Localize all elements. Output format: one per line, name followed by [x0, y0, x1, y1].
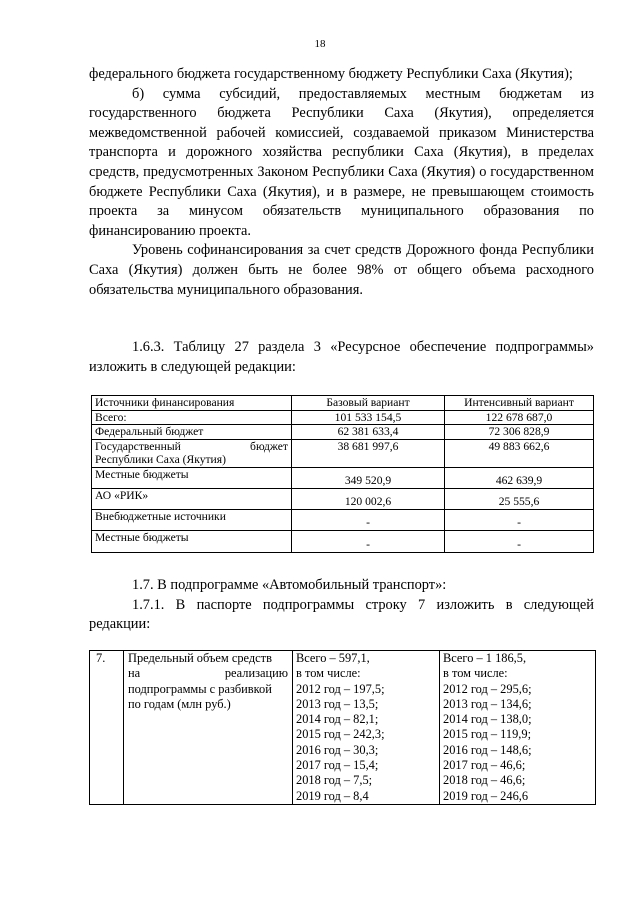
intensive-line: Всего – 1 186,5,	[443, 651, 527, 665]
intensive-line: 2012 год – 295,6;	[443, 681, 532, 696]
base-line: 2016 год – 30,3;	[296, 742, 379, 757]
row-federal-label: Федеральный бюджет	[92, 425, 292, 440]
passport-row-description	[124, 651, 293, 805]
row-rik-intensive: 25 555,6	[445, 488, 594, 509]
passport-base-variant	[293, 651, 440, 805]
section-1-7-text: 1.7. В подпрограмме «Автомобильный транспорт»:	[132, 577, 447, 593]
row-state-label-c: Республики Саха (Якутия)	[95, 453, 226, 466]
row-local2-base: -	[292, 530, 445, 552]
table-row	[92, 425, 594, 440]
section-1-7-1-text: 1.7.1. В паспорте подпрограммы строку 7 изложить в следующей редакции:	[89, 596, 594, 633]
intensive-line: 2017 год – 46,6;	[443, 758, 526, 773]
desc-word: на	[128, 666, 141, 681]
section-1-6-3-text: 1.6.3. Таблицу 27 раздела 3 «Ресурсное обеспечение подпрограммы» изложить в следующей редакции:	[89, 339, 594, 375]
passport-intensive-variant	[440, 651, 596, 805]
passport-table	[89, 650, 596, 805]
base-line: 2018 год – 7,5;	[296, 773, 373, 788]
intensive-line: в том числе:	[443, 666, 508, 681]
row-state-base: 38 681 997,6	[292, 439, 445, 467]
row-state-intensive: 49 883 662,6	[445, 439, 594, 467]
row-rik-base: 120 002,6	[292, 488, 445, 509]
intensive-line: 2016 год – 148,6;	[443, 742, 532, 757]
paragraph-cofinancing: Уровень софинансирования за счет средств Дорожного фонда Республики Саха (Якутия) должен быть не более 98% от общего объема расходного обязательства муниципального образования.	[89, 242, 594, 298]
paragraph-subsidies: б) сумма субсидий, предоставляемых местным бюджетам из государственного бюджета Республики Саха (Якутия), определяется межведомственной рабочей комиссией, создаваемой приказом Министерства транспорта и дорожного хозяйства республики Саха (Якутия), в пределах средств, предусмотренных Законом Республики Саха (Якутия) о государственном бюджете Республики Саха (Якутия), и в размере, не превышающем стоимость проекта за минусом обязательств муниципального образования по финансированию проекта.	[89, 85, 594, 239]
base-line: 2017 год – 15,4;	[296, 758, 379, 773]
table-row	[92, 467, 594, 488]
table-row	[92, 530, 594, 552]
desc-word: реализацию	[224, 666, 288, 681]
paragraph-federal-budget: федерального бюджета государственному бюджету Республики Саха (Якутия);	[89, 66, 573, 82]
row-local2-intensive: -	[445, 530, 594, 552]
header-intensive: Интенсивный вариант	[445, 396, 594, 411]
intensive-line: 2015 год – 119,9;	[443, 727, 532, 742]
intro-text	[89, 65, 594, 300]
base-line: 2019 год – 8,4	[296, 788, 369, 803]
desc-line: Предельный объем средств	[128, 651, 272, 665]
desc-line: по годам (млн руб.)	[128, 696, 231, 711]
row-extra-intensive: -	[445, 509, 594, 530]
row-total-label: Всего:	[92, 410, 292, 425]
intensive-line: 2013 год – 134,6;	[443, 696, 532, 711]
row-local-label: Местные бюджеты	[92, 467, 292, 488]
section-1-6-3	[89, 338, 594, 377]
base-line: в том числе:	[296, 666, 361, 681]
desc-line: подпрограммы с разбивкой	[128, 681, 272, 696]
base-line: 2014 год – 82,1;	[296, 712, 379, 727]
row-federal-intensive: 72 306 828,9	[445, 425, 594, 440]
base-line: 2012 год – 197,5;	[296, 681, 385, 696]
row-extra-label: Внебюджетные источники	[92, 509, 292, 530]
row-federal-base: 62 381 633,4	[292, 425, 445, 440]
base-line: 2013 год – 13,5;	[296, 696, 379, 711]
table-row	[92, 439, 594, 467]
header-sources: Источники финансирования	[92, 396, 292, 411]
intensive-line: 2019 год – 246,6	[443, 788, 529, 803]
table-row	[90, 651, 596, 805]
table-row	[92, 410, 594, 425]
table-row	[92, 488, 594, 509]
row-local-base: 349 520,9	[292, 467, 445, 488]
row-local2-label: Местные бюджеты	[92, 530, 292, 552]
row-state-label-b: бюджет	[250, 439, 288, 453]
base-line: 2015 год – 242,3;	[296, 727, 385, 742]
finance-table	[91, 395, 594, 553]
row-total-intensive: 122 678 687,0	[445, 410, 594, 425]
row-total-base: 101 533 154,5	[292, 410, 445, 425]
row-state-label-a: Государственный	[95, 439, 181, 453]
intensive-line: 2018 год – 46,6;	[443, 773, 526, 788]
row-extra-base: -	[292, 509, 445, 530]
intensive-line: 2014 год – 138,0;	[443, 712, 532, 727]
row-state-label	[92, 439, 292, 467]
passport-row-number: 7.	[90, 651, 124, 805]
header-base: Базовый вариант	[292, 396, 445, 411]
base-line: Всего – 597,1,	[296, 651, 370, 665]
row-local-intensive: 462 639,9	[445, 467, 594, 488]
table-row	[92, 509, 594, 530]
table-header-row	[92, 396, 594, 411]
section-1-7	[89, 576, 594, 635]
page-number: 18	[314, 38, 326, 50]
row-rik-label: АО «РИК»	[92, 488, 292, 509]
